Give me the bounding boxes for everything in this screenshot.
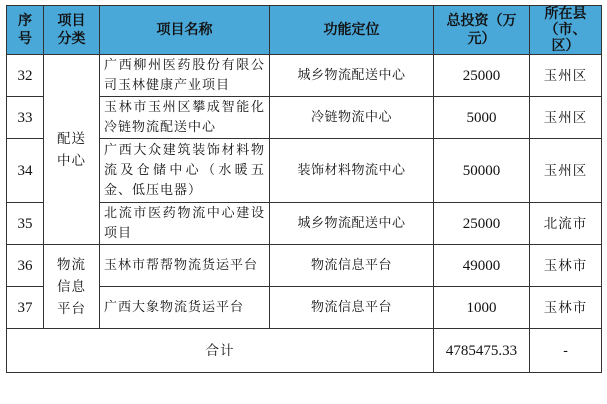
row-county: 玉州区 (530, 97, 602, 139)
row-function: 城乡物流配送中心 (270, 55, 434, 97)
row-seq: 37 (7, 287, 44, 329)
category-distribution: 配送 中心 (44, 55, 100, 245)
row-function: 物流信息平台 (270, 287, 434, 329)
row-investment: 1000 (434, 287, 530, 329)
investment-table (6, 5, 602, 373)
total-row (7, 329, 602, 373)
table-header-row (7, 6, 602, 55)
header-investment: 总投资（万 元） (434, 6, 530, 55)
row-investment: 50000 (434, 139, 530, 203)
header-seq: 序 号 (7, 6, 44, 55)
row-investment: 5000 (434, 97, 530, 139)
table-row (7, 55, 602, 97)
category-info-platform: 物流 信息 平台 (44, 245, 100, 329)
row-seq: 32 (7, 55, 44, 97)
row-seq: 34 (7, 139, 44, 203)
row-function: 城乡物流配送中心 (270, 203, 434, 245)
row-seq: 36 (7, 245, 44, 287)
row-function: 物流信息平台 (270, 245, 434, 287)
row-project-name: 广西大众建筑装饰材料物流及仓储中心（水暖五金、低压电器） (100, 139, 270, 203)
row-seq: 35 (7, 203, 44, 245)
total-label: 合计 (7, 329, 434, 373)
table-row (7, 245, 602, 287)
row-function: 装饰材料物流中心 (270, 139, 434, 203)
row-project-name: 广西柳州医药股份有限公司玉林健康产业项目 (100, 55, 270, 97)
total-investment: 4785475.33 (434, 329, 530, 373)
row-project-name: 玉林市帮帮物流货运平台 (100, 245, 270, 287)
row-county: 玉林市 (530, 245, 602, 287)
header-category: 项目 分类 (44, 6, 100, 55)
row-investment: 49000 (434, 245, 530, 287)
row-investment: 25000 (434, 203, 530, 245)
row-investment: 25000 (434, 55, 530, 97)
row-seq: 33 (7, 97, 44, 139)
row-county: 玉州区 (530, 55, 602, 97)
row-county: 玉林市 (530, 287, 602, 329)
row-project-name: 北流市医药物流中心建设项目 (100, 203, 270, 245)
row-project-name: 玉林市玉州区攀成智能化冷链物流配送中心 (100, 97, 270, 139)
total-county: - (530, 329, 602, 373)
row-project-name: 广西大象物流货运平台 (100, 287, 270, 329)
header-function: 功能定位 (270, 6, 434, 55)
row-county: 玉州区 (530, 139, 602, 203)
header-county: 所在县 （市、 区） (530, 6, 602, 55)
header-project-name: 项目名称 (100, 6, 270, 55)
row-county: 北流市 (530, 203, 602, 245)
row-function: 冷链物流中心 (270, 97, 434, 139)
